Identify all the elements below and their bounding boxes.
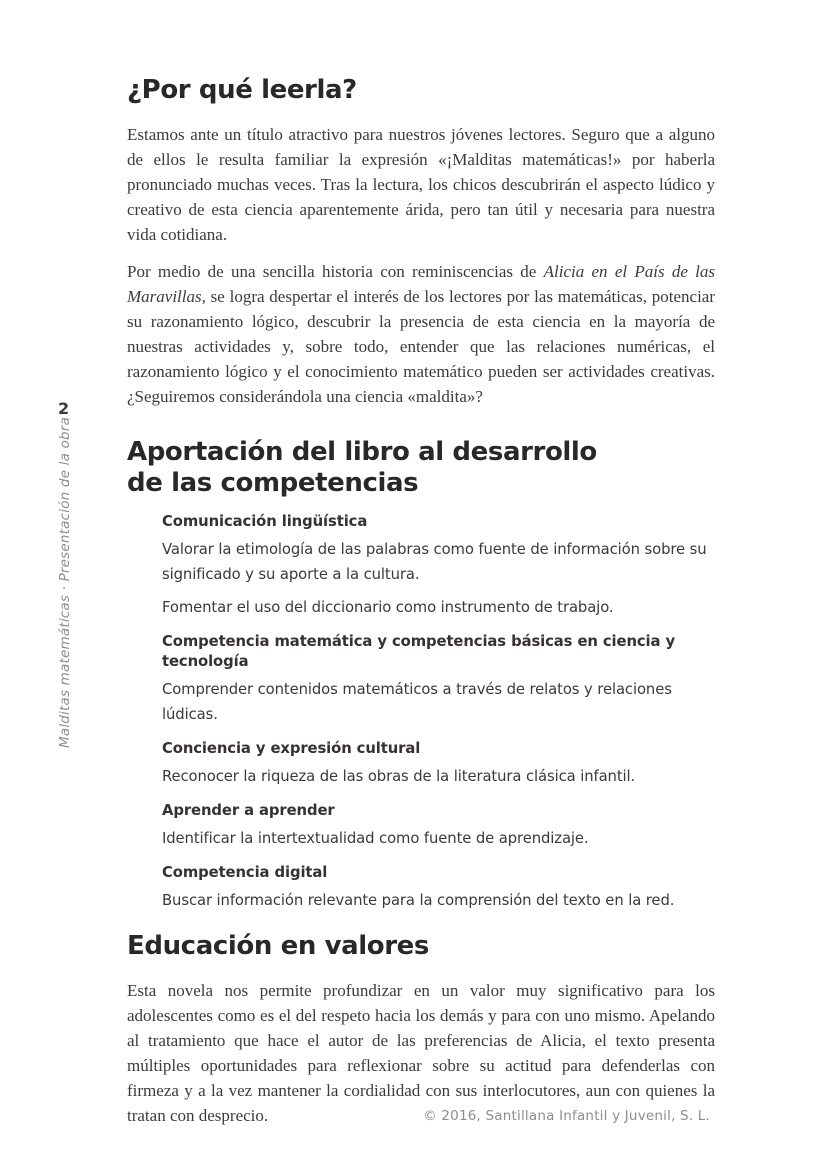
competencia-heading: Conciencia y expresión cultural (162, 740, 421, 757)
section-title-why-read: ¿Por qué leerla? (127, 75, 357, 105)
competencia-text: Comprender contenidos matemáticos a través de relatos y relaciones lúdicas. (162, 681, 672, 723)
section-title-competencias (127, 437, 715, 499)
paragraph: Esta novela nos permite profundizar en un valor muy significativo para los adolescentes como es el del respeto hacia los demás y para con uno mismo. Apelando al tratamiento que hace el autor de las preferencias de Alicia, el texto presenta múltiples oportunidades para reflexionar sobre su actitud para defenderlas con firmeza y a la vez mantener la cordialidad con sus interlocutores, aun con quienes la tratan con desprecio. (127, 981, 715, 1125)
competencia-item-conciencia (162, 739, 715, 789)
competencia-text: Reconocer la riqueza de las obras de la literatura clásica infantil. (162, 768, 636, 785)
paragraph (127, 259, 715, 409)
competencia-item-aprender (162, 801, 715, 851)
competencia-text: Identificar la intertextualidad como fuente de aprendizaje. (162, 830, 589, 847)
competencia-text: Fomentar el uso del diccionario como instrumento de trabajo. (162, 599, 614, 616)
competencia-heading: Competencia matemática y competencias básicas en ciencia y tecnología (162, 633, 676, 670)
competencia-heading: Aprender a aprender (162, 802, 335, 819)
main-column (127, 0, 715, 1140)
paragraph-text: Por medio de una sencilla historia con reminiscencias de (127, 262, 544, 281)
title-line-2: de las competencias (127, 468, 419, 498)
sidebar-vertical-label: Malditas matemáticas · Presentación de la obra (57, 416, 73, 748)
paragraph-text: , se logra despertar el interés de los lectores por las matemáticas, potenciar su razonamiento lógico, descubrir la presencia de esta ciencia en la mayoría de nuestras actividades y, sobre todo, entender que las relaciones numéricas, el razonamiento lógico y el conocimiento matemático pueden ser actividades creativas. ¿Seguiremos considerándola una ciencia «maldita»? (127, 287, 715, 406)
competencia-item-digital (162, 863, 715, 913)
competencia-text: Buscar información relevante para la comprensión del texto en la red. (162, 892, 675, 909)
competencia-item-comunicacion (162, 512, 715, 620)
competencia-text: Valorar la etimología de las palabras como fuente de información sobre su significado y su aporte a la cultura. (162, 541, 707, 583)
section-competencias (127, 437, 715, 913)
competencia-heading: Comunicación lingüística (162, 513, 368, 530)
title-line-1: Aportación del libro al desarrollo (127, 437, 597, 467)
competencias-list (162, 512, 715, 913)
section-valores (127, 929, 715, 1128)
competencia-item-matematica (162, 632, 715, 727)
book-title-italic: Alicia en el País de las Maravillas (127, 262, 716, 306)
page-number: 2 (58, 399, 70, 418)
paragraph: Estamos ante un título atractivo para nuestros jóvenes lectores. Seguro que a alguno de ellos le resulta familiar la expresión «¡Malditas matemáticas!» por haberla pronunciado muchas veces. Tras la lectura, los chicos descubrirán el aspecto lúdico y creativo de esta ciencia aparentemente árida, pero tan útil y necesaria para nuestra vida cotidiana. (127, 125, 715, 244)
copyright-credit: © 2016, Santillana Infantil y Juvenil, S. L. (423, 1108, 710, 1124)
section-title-valores: Educación en valores (127, 931, 429, 961)
section-why-read (127, 73, 715, 409)
competencia-heading: Competencia digital (162, 864, 328, 881)
